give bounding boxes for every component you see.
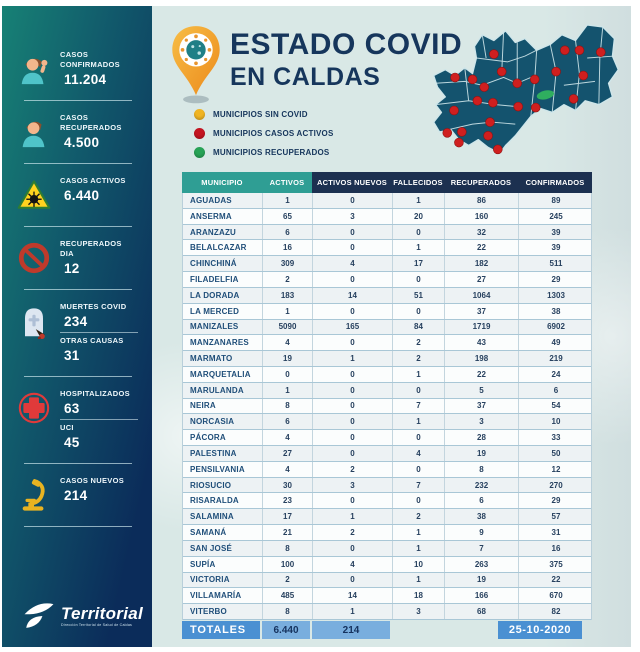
value-cell: 7 xyxy=(393,478,445,493)
value-cell: 1 xyxy=(313,509,393,524)
value-cell: 6 xyxy=(445,493,519,508)
stat-block xyxy=(2,44,152,94)
value-cell: 0 xyxy=(313,225,393,240)
value-cell: 0 xyxy=(313,304,393,319)
value-cell: 28 xyxy=(445,430,519,445)
stat-block xyxy=(2,170,152,220)
value-cell: 86 xyxy=(445,193,519,208)
value-cell: 2 xyxy=(263,272,313,287)
value-cell: 5090 xyxy=(263,320,313,335)
sidebar-stats xyxy=(2,44,152,533)
value-cell: 0 xyxy=(313,272,393,287)
title-line2: EN CALDAS xyxy=(230,63,381,91)
value-cell: 51 xyxy=(393,288,445,303)
value-cell: 17 xyxy=(263,509,313,524)
value-cell: 24 xyxy=(551,369,561,379)
municipio-cell: AGUADAS xyxy=(183,193,263,208)
table-row xyxy=(183,225,591,241)
value-cell: 8 xyxy=(445,462,519,477)
value-cell: 6902 xyxy=(547,322,565,332)
logo-subtext: Dirección Territorial de Salud de Caldas xyxy=(61,622,133,627)
table-row xyxy=(183,367,591,383)
municipio-cell: LA DORADA xyxy=(183,288,263,303)
map-legend xyxy=(194,105,334,162)
value-cell: 30 xyxy=(263,478,313,493)
value-cell: 0 xyxy=(313,383,393,398)
stat-value: 4.500 xyxy=(64,135,100,150)
municipio-cell: CHINCHINÁ xyxy=(183,256,263,271)
logo-text: Territorial xyxy=(61,603,144,623)
municipio-cell: SAN JOSÉ xyxy=(183,541,263,556)
value-cell: 65 xyxy=(263,209,313,224)
value-cell: 22 xyxy=(445,240,519,255)
table-row xyxy=(183,193,591,209)
table-row xyxy=(183,525,591,541)
column-header: CONFIRMADOS xyxy=(518,172,592,193)
column-header: FALLECIDOS xyxy=(392,172,444,193)
value-cell: 0 xyxy=(393,493,445,508)
value-cell: 68 xyxy=(445,604,519,619)
value-cell: 160 xyxy=(445,209,519,224)
stat-block xyxy=(2,107,152,157)
value-cell: 670 xyxy=(549,591,563,601)
location-pin-virus-icon xyxy=(168,24,224,104)
caldas-map xyxy=(422,14,628,172)
value-cell: 1 xyxy=(313,351,393,366)
column-header: ACTIVOS xyxy=(262,172,312,193)
legend-label: MUNICIPIOS CASOS ACTIVOS xyxy=(213,129,334,138)
value-cell: 20 xyxy=(393,209,445,224)
municipio-cell: VICTORIA xyxy=(183,573,263,588)
value-cell: 1 xyxy=(393,367,445,382)
value-cell: 263 xyxy=(445,557,519,572)
stat-value: 214 xyxy=(64,488,88,503)
municipio-cell: RISARALDA xyxy=(183,493,263,508)
value-cell: 3 xyxy=(393,604,445,619)
municipio-cell: BELALCAZAR xyxy=(183,240,263,255)
value-cell: 39 xyxy=(551,227,561,237)
yellow-dot-icon xyxy=(194,109,205,120)
stat-value: 31 xyxy=(64,348,80,363)
tombstone-icon xyxy=(16,302,52,340)
value-cell: 49 xyxy=(551,338,561,348)
value-cell: 4 xyxy=(263,430,313,445)
value-cell: 19 xyxy=(445,573,519,588)
value-cell: 84 xyxy=(393,320,445,335)
value-cell: 57 xyxy=(551,512,561,522)
table-row xyxy=(183,304,591,320)
value-cell: 37 xyxy=(445,304,519,319)
stat-value: 63 xyxy=(64,401,80,416)
table-row xyxy=(183,541,591,557)
value-cell: 2 xyxy=(393,351,445,366)
sidebar-divider xyxy=(24,226,132,227)
table-row xyxy=(183,335,591,351)
value-cell: 10 xyxy=(393,557,445,572)
value-cell: 0 xyxy=(393,383,445,398)
column-header: RECUPERADOS xyxy=(444,172,518,193)
value-cell: 3 xyxy=(313,209,393,224)
value-cell: 4 xyxy=(313,557,393,572)
value-cell: 100 xyxy=(263,557,313,572)
stat-label: OTRAS CAUSAS xyxy=(60,336,124,345)
table-row xyxy=(183,240,591,256)
value-cell: 4 xyxy=(263,335,313,350)
value-cell: 2 xyxy=(393,509,445,524)
value-cell: 0 xyxy=(313,414,393,429)
municipio-cell: NEIRA xyxy=(183,399,263,414)
value-cell: 0 xyxy=(313,493,393,508)
column-header: MUNICIPIO xyxy=(182,172,262,193)
sidebar-divider xyxy=(24,526,132,527)
prohibition-icon xyxy=(16,239,52,277)
value-cell: 4 xyxy=(263,462,313,477)
sidebar xyxy=(2,6,152,647)
table-row xyxy=(183,351,591,367)
table-row xyxy=(183,462,591,478)
sidebar-divider xyxy=(24,463,132,464)
value-cell: 27 xyxy=(263,446,313,461)
red-dot-icon xyxy=(194,128,205,139)
value-cell: 54 xyxy=(551,401,561,411)
municipio-cell: MARQUETALIA xyxy=(183,367,263,382)
table-row xyxy=(183,209,591,225)
value-cell: 1 xyxy=(263,383,313,398)
territorial-leaf-icon xyxy=(22,601,56,631)
value-cell: 1 xyxy=(263,193,313,208)
value-cell: 1 xyxy=(313,604,393,619)
value-cell: 0 xyxy=(313,399,393,414)
totals-label: TOTALES xyxy=(182,621,262,639)
municipio-cell: MANZANARES xyxy=(183,335,263,350)
legend-label: MUNICIPIOS RECUPERADOS xyxy=(213,148,330,157)
municipio-cell: VILLAMARÍA xyxy=(183,588,263,603)
legend-item xyxy=(194,105,334,124)
legend-item xyxy=(194,143,334,162)
value-cell: 182 xyxy=(445,256,519,271)
table-row xyxy=(183,446,591,462)
value-cell: 3 xyxy=(313,478,393,493)
value-cell: 2 xyxy=(313,462,393,477)
value-cell: 17 xyxy=(393,256,445,271)
value-cell: 16 xyxy=(551,543,561,553)
stat-label: CASOS RECUPERADOS xyxy=(60,113,122,132)
totals-activos-nuevos: 214 xyxy=(312,621,392,639)
virus-warning-triangle-icon xyxy=(16,176,52,214)
value-cell: 198 xyxy=(445,351,519,366)
stat-block xyxy=(2,383,152,457)
value-cell: 1719 xyxy=(445,320,519,335)
value-cell: 14 xyxy=(313,588,393,603)
value-cell: 7 xyxy=(393,399,445,414)
value-cell: 82 xyxy=(551,607,561,617)
municipio-cell: MARMATO xyxy=(183,351,263,366)
value-cell: 6 xyxy=(263,225,313,240)
stat-label: CASOS ACTIVOS xyxy=(60,176,126,185)
stat-value: 11.204 xyxy=(64,72,107,87)
table-row xyxy=(183,288,591,304)
stat-label: CASOS NUEVOS xyxy=(60,476,125,485)
microscope-icon xyxy=(16,476,52,514)
value-cell: 38 xyxy=(551,306,561,316)
table-row xyxy=(183,557,591,573)
value-cell: 3 xyxy=(445,414,519,429)
value-cell: 19 xyxy=(445,446,519,461)
value-cell: 0 xyxy=(313,573,393,588)
value-cell: 37 xyxy=(445,399,519,414)
sidebar-divider xyxy=(24,100,132,101)
table-header xyxy=(182,172,592,193)
value-cell: 2 xyxy=(313,525,393,540)
value-cell: 1 xyxy=(393,541,445,556)
value-cell: 89 xyxy=(551,195,561,205)
municipio-cell: MARULANDA xyxy=(183,383,263,398)
stat-label: MUERTES COVID xyxy=(60,302,127,311)
territorial-logo xyxy=(2,601,152,647)
value-cell: 22 xyxy=(551,575,561,585)
value-cell: 29 xyxy=(551,274,561,284)
municipio-cell: ANSERMA xyxy=(183,209,263,224)
stat-value: 6.440 xyxy=(64,188,100,203)
value-cell: 38 xyxy=(445,509,519,524)
municipio-cell: PÁCORA xyxy=(183,430,263,445)
value-cell: 375 xyxy=(549,559,563,569)
column-header: ACTIVOS NUEVOS xyxy=(312,172,392,193)
table-row xyxy=(183,588,591,604)
municipio-cell: FILADELFIA xyxy=(183,272,263,287)
value-cell: 0 xyxy=(393,225,445,240)
value-cell: 165 xyxy=(313,320,393,335)
value-cell: 10 xyxy=(551,417,561,427)
value-cell: 166 xyxy=(445,588,519,603)
sidebar-divider xyxy=(24,289,132,290)
table-row xyxy=(183,320,591,336)
value-cell: 1 xyxy=(393,240,445,255)
value-cell: 8 xyxy=(263,604,313,619)
value-cell: 0 xyxy=(313,240,393,255)
value-cell: 0 xyxy=(393,272,445,287)
value-cell: 4 xyxy=(313,256,393,271)
value-cell: 0 xyxy=(393,462,445,477)
value-cell: 19 xyxy=(263,351,313,366)
stat-value: 12 xyxy=(64,261,80,276)
value-cell: 0 xyxy=(313,446,393,461)
table-row xyxy=(183,509,591,525)
municipio-cell: RIOSUCIO xyxy=(183,478,263,493)
value-cell: 29 xyxy=(551,496,561,506)
value-cell: 31 xyxy=(551,527,561,537)
value-cell: 1 xyxy=(393,193,445,208)
stat-block xyxy=(2,470,152,520)
value-cell: 2 xyxy=(263,573,313,588)
sidebar-divider xyxy=(24,376,132,377)
value-cell: 270 xyxy=(549,480,563,490)
value-cell: 50 xyxy=(551,448,561,458)
municipio-cell: PENSILVANIA xyxy=(183,462,263,477)
value-cell: 245 xyxy=(549,211,563,221)
table-row xyxy=(183,573,591,589)
stat-label: RECUPERADOS DIA xyxy=(60,239,122,258)
stat-block xyxy=(2,233,152,283)
table-row xyxy=(183,430,591,446)
value-cell: 22 xyxy=(445,367,519,382)
value-cell: 219 xyxy=(549,354,563,364)
table-row xyxy=(183,272,591,288)
table-row xyxy=(183,383,591,399)
stat-value: 234 xyxy=(64,314,88,329)
value-cell: 18 xyxy=(393,588,445,603)
stat-label: HOSPITALIZADOS xyxy=(60,389,130,398)
value-cell: 0 xyxy=(313,430,393,445)
value-cell: 6 xyxy=(263,414,313,429)
value-cell: 309 xyxy=(263,256,313,271)
value-cell: 1 xyxy=(393,573,445,588)
value-cell: 511 xyxy=(549,259,563,269)
value-cell: 1 xyxy=(393,414,445,429)
stat-value: 45 xyxy=(64,435,80,450)
value-cell: 23 xyxy=(263,493,313,508)
value-cell: 183 xyxy=(263,288,313,303)
table-body xyxy=(182,193,592,620)
value-cell: 27 xyxy=(445,272,519,287)
municipio-cell: ARANZAZU xyxy=(183,225,263,240)
value-cell: 0 xyxy=(393,430,445,445)
covid-table xyxy=(182,172,592,639)
municipio-cell: LA MERCED xyxy=(183,304,263,319)
report-date-badge: 25-10-2020 xyxy=(498,621,582,639)
person-recovered-icon xyxy=(16,113,52,151)
value-cell: 0 xyxy=(393,304,445,319)
value-cell: 12 xyxy=(551,464,561,474)
totals-row xyxy=(182,621,592,639)
stat-label: UCI xyxy=(60,423,74,432)
municipio-cell: MANIZALES xyxy=(183,320,263,335)
value-cell: 8 xyxy=(263,399,313,414)
value-cell: 8 xyxy=(263,541,313,556)
table-row xyxy=(183,604,591,620)
stat-mini-divider xyxy=(60,332,138,333)
value-cell: 9 xyxy=(445,525,519,540)
value-cell: 6 xyxy=(553,385,559,395)
totals-activos: 6.440 xyxy=(262,621,312,639)
table-row xyxy=(183,414,591,430)
municipio-cell: SALAMINA xyxy=(183,509,263,524)
value-cell: 1064 xyxy=(445,288,519,303)
table-row xyxy=(183,399,591,415)
legend-item xyxy=(194,124,334,143)
medical-cross-icon xyxy=(16,389,52,427)
value-cell: 232 xyxy=(445,478,519,493)
person-confirmed-icon xyxy=(16,50,52,88)
value-cell: 1 xyxy=(263,304,313,319)
value-cell: 5 xyxy=(445,383,519,398)
stat-label: CASOS CONFIRMADOS xyxy=(60,50,120,69)
green-dot-icon xyxy=(194,147,205,158)
legend-label: MUNICIPIOS SIN COVID xyxy=(213,110,308,119)
value-cell: 1303 xyxy=(547,290,565,300)
municipio-cell: SUPÍA xyxy=(183,557,263,572)
stat-block xyxy=(2,296,152,370)
table-row xyxy=(183,478,591,494)
value-cell: 0 xyxy=(313,541,393,556)
value-cell: 21 xyxy=(263,525,313,540)
value-cell: 33 xyxy=(551,433,561,443)
value-cell: 0 xyxy=(263,367,313,382)
municipio-cell: PALESTINA xyxy=(183,446,263,461)
value-cell: 43 xyxy=(445,335,519,350)
municipio-cell: VITERBO xyxy=(183,604,263,619)
value-cell: 0 xyxy=(313,367,393,382)
municipio-cell: SAMANÁ xyxy=(183,525,263,540)
value-cell: 485 xyxy=(263,588,313,603)
infographic-root xyxy=(2,6,631,647)
title-line1: ESTADO COVID xyxy=(230,28,463,61)
value-cell: 32 xyxy=(445,225,519,240)
value-cell: 14 xyxy=(313,288,393,303)
stat-mini-divider xyxy=(60,419,138,420)
value-cell: 0 xyxy=(313,193,393,208)
value-cell: 39 xyxy=(551,243,561,253)
sidebar-divider xyxy=(24,163,132,164)
value-cell: 1 xyxy=(393,525,445,540)
value-cell: 16 xyxy=(263,240,313,255)
table-row xyxy=(183,256,591,272)
table-row xyxy=(183,493,591,509)
value-cell: 0 xyxy=(313,335,393,350)
value-cell: 7 xyxy=(445,541,519,556)
value-cell: 2 xyxy=(393,335,445,350)
municipio-cell: NORCASIA xyxy=(183,414,263,429)
value-cell: 4 xyxy=(393,446,445,461)
